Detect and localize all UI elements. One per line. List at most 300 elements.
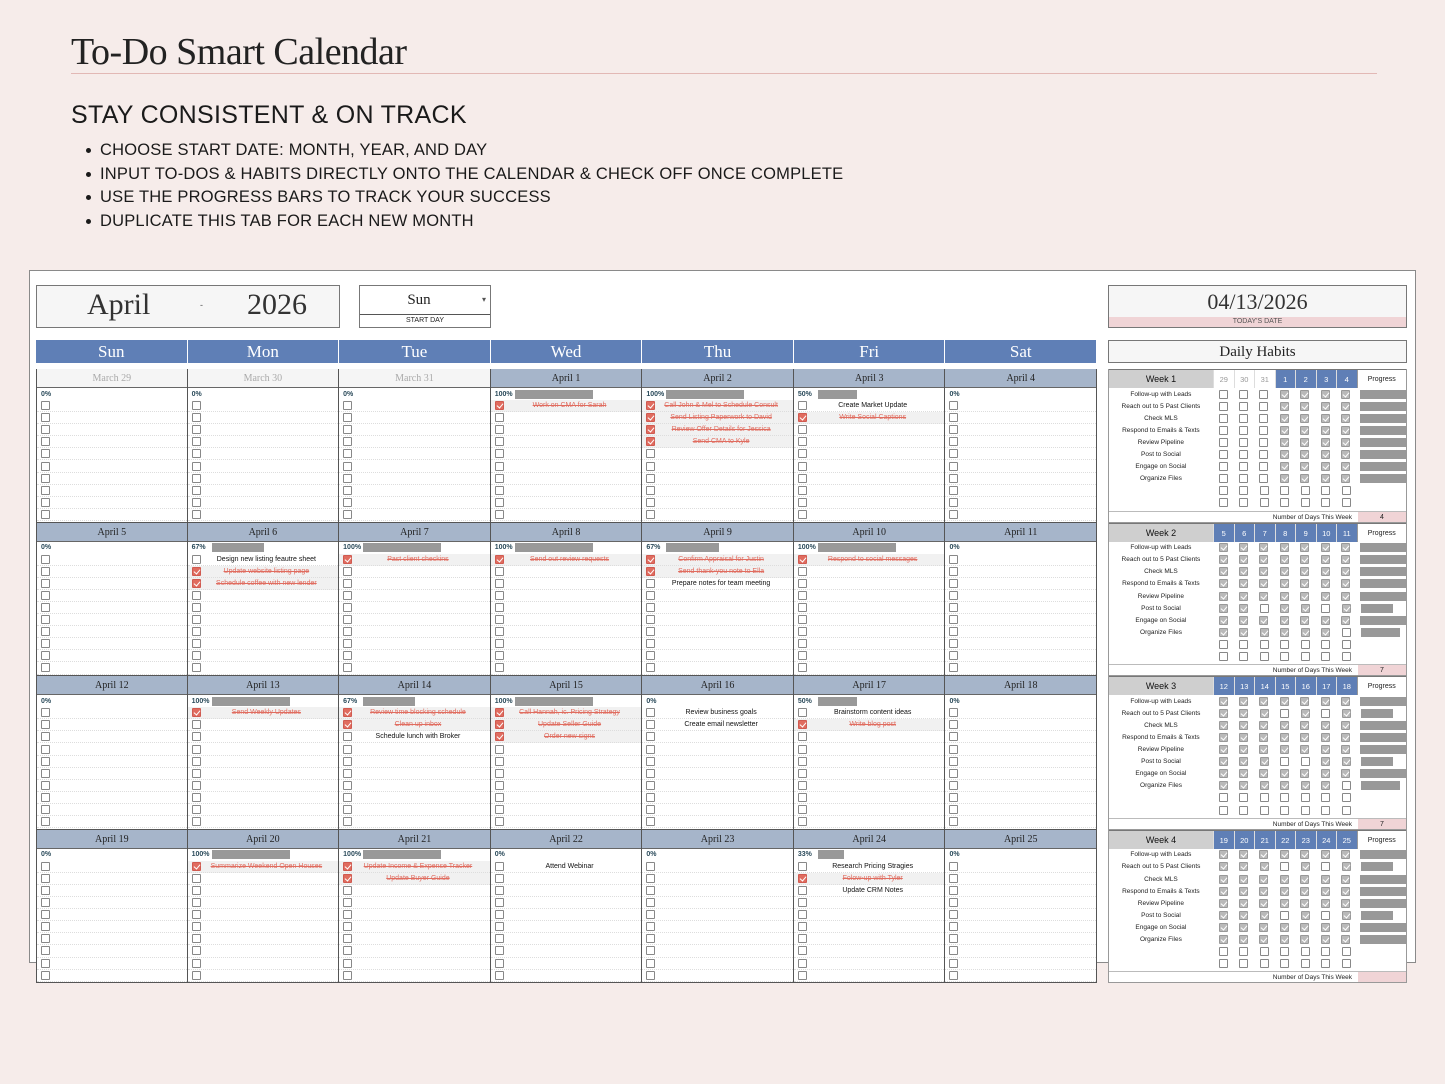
task-checkbox[interactable] (192, 555, 201, 564)
task-checkbox[interactable] (41, 449, 50, 458)
habit-checkbox[interactable] (1341, 616, 1350, 625)
habit-checkbox[interactable] (1280, 911, 1289, 920)
habit-checkbox[interactable] (1239, 850, 1248, 859)
habit-checkbox[interactable] (1321, 911, 1330, 920)
task-checkbox[interactable] (192, 579, 201, 588)
task-checkbox[interactable] (646, 474, 655, 483)
task-checkbox[interactable] (646, 603, 655, 612)
task-checkbox[interactable] (41, 757, 50, 766)
task-text[interactable]: Send CMA to Kyle (692, 438, 750, 446)
habit-checkbox[interactable] (1219, 402, 1228, 411)
habit-checkbox[interactable] (1239, 616, 1248, 625)
task-checkbox[interactable] (192, 886, 201, 895)
task-checkbox[interactable] (343, 946, 352, 955)
habit-checkbox[interactable] (1280, 745, 1289, 754)
habit-checkbox[interactable] (1239, 462, 1248, 471)
habit-checkbox[interactable] (1280, 402, 1289, 411)
year-value[interactable]: 2026 (247, 288, 307, 321)
task-checkbox[interactable] (646, 591, 655, 600)
habit-checkbox[interactable] (1259, 733, 1268, 742)
task-checkbox[interactable] (798, 591, 807, 600)
task-checkbox[interactable] (798, 510, 807, 519)
task-checkbox[interactable] (798, 567, 807, 576)
habit-checkbox[interactable] (1280, 875, 1289, 884)
task-checkbox[interactable] (798, 781, 807, 790)
task-text[interactable]: Work on CMA for Sarah (532, 402, 607, 410)
habit-checkbox[interactable] (1260, 757, 1269, 766)
task-checkbox[interactable] (343, 449, 352, 458)
task-checkbox[interactable] (949, 474, 958, 483)
habit-checkbox[interactable] (1300, 567, 1309, 576)
task-checkbox[interactable] (495, 510, 504, 519)
habit-checkbox[interactable] (1219, 709, 1228, 718)
habit-checkbox[interactable] (1321, 806, 1330, 815)
task-checkbox[interactable] (495, 591, 504, 600)
habit-checkbox[interactable] (1259, 923, 1268, 932)
task-text[interactable]: Review time blocking schedule (370, 709, 466, 717)
task-checkbox[interactable] (192, 462, 201, 471)
task-text[interactable]: Schedule lunch with Broker (375, 733, 461, 741)
task-checkbox[interactable] (41, 567, 50, 576)
task-checkbox[interactable] (192, 486, 201, 495)
task-text[interactable]: Call John & Mel to Schedule Consult (664, 402, 778, 410)
task-checkbox[interactable] (798, 651, 807, 660)
habit-checkbox[interactable] (1239, 426, 1248, 435)
task-checkbox[interactable] (495, 793, 504, 802)
habit-checkbox[interactable] (1321, 935, 1330, 944)
habit-checkbox[interactable] (1219, 579, 1228, 588)
task-checkbox[interactable] (495, 934, 504, 943)
task-checkbox[interactable] (495, 959, 504, 968)
habit-checkbox[interactable] (1260, 628, 1269, 637)
habit-checkbox[interactable] (1341, 733, 1350, 742)
task-checkbox[interactable] (343, 413, 352, 422)
task-checkbox[interactable] (646, 510, 655, 519)
habit-checkbox[interactable] (1301, 959, 1310, 968)
habit-checkbox[interactable] (1280, 498, 1289, 507)
task-checkbox[interactable] (646, 462, 655, 471)
task-checkbox[interactable] (949, 413, 958, 422)
habit-checkbox[interactable] (1300, 579, 1309, 588)
habit-checkbox[interactable] (1239, 390, 1248, 399)
task-checkbox[interactable] (192, 474, 201, 483)
task-checkbox[interactable] (192, 971, 201, 980)
habit-checkbox[interactable] (1219, 769, 1228, 778)
task-checkbox[interactable] (646, 639, 655, 648)
habit-checkbox[interactable] (1259, 697, 1268, 706)
task-checkbox[interactable] (495, 886, 504, 895)
task-checkbox[interactable] (646, 627, 655, 636)
task-checkbox[interactable] (949, 934, 958, 943)
task-checkbox[interactable] (949, 567, 958, 576)
habit-checkbox[interactable] (1300, 697, 1309, 706)
habit-checkbox[interactable] (1239, 875, 1248, 884)
habit-checkbox[interactable] (1239, 486, 1248, 495)
habit-checkbox[interactable] (1300, 875, 1309, 884)
habit-checkbox[interactable] (1219, 935, 1228, 944)
habit-checkbox[interactable] (1239, 709, 1248, 718)
habit-checkbox[interactable] (1300, 462, 1309, 471)
habit-checkbox[interactable] (1321, 555, 1330, 564)
task-checkbox[interactable] (495, 437, 504, 446)
habit-checkbox[interactable] (1219, 923, 1228, 932)
task-text[interactable]: Clean up inbox (394, 721, 442, 729)
task-checkbox[interactable] (343, 781, 352, 790)
habit-checkbox[interactable] (1239, 923, 1248, 932)
task-checkbox[interactable] (646, 720, 655, 729)
task-checkbox[interactable] (798, 757, 807, 766)
task-checkbox[interactable] (646, 401, 655, 410)
habit-checkbox[interactable] (1219, 543, 1228, 552)
habit-checkbox[interactable] (1219, 875, 1228, 884)
task-checkbox[interactable] (192, 910, 201, 919)
task-checkbox[interactable] (949, 769, 958, 778)
habit-checkbox[interactable] (1300, 592, 1309, 601)
task-checkbox[interactable] (343, 805, 352, 814)
task-checkbox[interactable] (798, 449, 807, 458)
habit-checkbox[interactable] (1342, 652, 1351, 661)
habit-checkbox[interactable] (1341, 850, 1350, 859)
task-checkbox[interactable] (343, 474, 352, 483)
task-checkbox[interactable] (41, 462, 50, 471)
task-checkbox[interactable] (798, 639, 807, 648)
habit-checkbox[interactable] (1219, 911, 1228, 920)
habit-checkbox[interactable] (1219, 498, 1228, 507)
task-checkbox[interactable] (192, 437, 201, 446)
task-checkbox[interactable] (41, 732, 50, 741)
habit-checkbox[interactable] (1321, 652, 1330, 661)
habit-checkbox[interactable] (1260, 486, 1269, 495)
task-checkbox[interactable] (798, 486, 807, 495)
task-text[interactable]: Past client checkins (387, 555, 449, 563)
habit-checkbox[interactable] (1341, 555, 1350, 564)
task-checkbox[interactable] (192, 591, 201, 600)
task-checkbox[interactable] (798, 401, 807, 410)
task-checkbox[interactable] (343, 615, 352, 624)
habit-checkbox[interactable] (1219, 474, 1228, 483)
habit-checkbox[interactable] (1321, 426, 1330, 435)
task-checkbox[interactable] (41, 946, 50, 955)
task-checkbox[interactable] (798, 817, 807, 826)
habit-checkbox[interactable] (1259, 450, 1268, 459)
task-checkbox[interactable] (495, 874, 504, 883)
task-checkbox[interactable] (798, 462, 807, 471)
task-checkbox[interactable] (41, 745, 50, 754)
task-text[interactable]: Confirm Appraisal for Justin (678, 555, 764, 563)
habit-checkbox[interactable] (1300, 450, 1309, 459)
task-checkbox[interactable] (949, 603, 958, 612)
task-text[interactable]: Create Market Update (838, 402, 908, 410)
task-checkbox[interactable] (495, 708, 504, 717)
habit-checkbox[interactable] (1259, 850, 1268, 859)
task-checkbox[interactable] (949, 462, 958, 471)
task-checkbox[interactable] (41, 793, 50, 802)
task-checkbox[interactable] (41, 579, 50, 588)
habit-checkbox[interactable] (1321, 438, 1330, 447)
task-text[interactable]: Send out review requests (530, 555, 610, 563)
task-checkbox[interactable] (41, 639, 50, 648)
task-text[interactable]: Summarize Weekend Open Houses (210, 862, 323, 870)
task-checkbox[interactable] (495, 579, 504, 588)
habit-checkbox[interactable] (1301, 628, 1310, 637)
task-checkbox[interactable] (798, 910, 807, 919)
habit-checkbox[interactable] (1239, 652, 1248, 661)
habit-checkbox[interactable] (1300, 390, 1309, 399)
habit-checkbox[interactable] (1300, 733, 1309, 742)
habit-checkbox[interactable] (1280, 887, 1289, 896)
task-checkbox[interactable] (798, 498, 807, 507)
habit-checkbox[interactable] (1321, 628, 1330, 637)
habit-checkbox[interactable] (1341, 438, 1350, 447)
habit-checkbox[interactable] (1259, 887, 1268, 896)
habit-checkbox[interactable] (1260, 640, 1269, 649)
task-checkbox[interactable] (343, 769, 352, 778)
task-checkbox[interactable] (646, 425, 655, 434)
task-checkbox[interactable] (949, 874, 958, 883)
habit-checkbox[interactable] (1321, 616, 1330, 625)
task-checkbox[interactable] (192, 639, 201, 648)
habit-checkbox[interactable] (1259, 414, 1268, 423)
habit-checkbox[interactable] (1280, 543, 1289, 552)
habit-checkbox[interactable] (1219, 462, 1228, 471)
task-checkbox[interactable] (646, 486, 655, 495)
habit-checkbox[interactable] (1259, 426, 1268, 435)
habit-checkbox[interactable] (1219, 887, 1228, 896)
task-checkbox[interactable] (949, 449, 958, 458)
habit-checkbox[interactable] (1321, 462, 1330, 471)
task-checkbox[interactable] (495, 603, 504, 612)
task-text[interactable]: Brainstorm content ideas (833, 709, 912, 717)
task-checkbox[interactable] (41, 886, 50, 895)
task-checkbox[interactable] (949, 720, 958, 729)
habit-checkbox[interactable] (1280, 709, 1289, 718)
habit-checkbox[interactable] (1219, 592, 1228, 601)
task-checkbox[interactable] (949, 615, 958, 624)
task-checkbox[interactable] (41, 817, 50, 826)
task-checkbox[interactable] (343, 579, 352, 588)
habit-checkbox[interactable] (1239, 781, 1248, 790)
habit-checkbox[interactable] (1321, 899, 1330, 908)
habit-checkbox[interactable] (1239, 555, 1248, 564)
task-checkbox[interactable] (41, 437, 50, 446)
habit-checkbox[interactable] (1321, 474, 1330, 483)
task-checkbox[interactable] (343, 959, 352, 968)
task-checkbox[interactable] (949, 425, 958, 434)
task-checkbox[interactable] (192, 401, 201, 410)
task-checkbox[interactable] (192, 720, 201, 729)
habit-checkbox[interactable] (1280, 721, 1289, 730)
habit-checkbox[interactable] (1280, 414, 1289, 423)
habit-checkbox[interactable] (1341, 402, 1350, 411)
task-checkbox[interactable] (798, 627, 807, 636)
task-checkbox[interactable] (646, 781, 655, 790)
task-checkbox[interactable] (949, 959, 958, 968)
habit-checkbox[interactable] (1280, 616, 1289, 625)
task-checkbox[interactable] (343, 603, 352, 612)
habit-checkbox[interactable] (1259, 462, 1268, 471)
task-checkbox[interactable] (41, 498, 50, 507)
task-checkbox[interactable] (343, 425, 352, 434)
task-checkbox[interactable] (646, 615, 655, 624)
habit-checkbox[interactable] (1260, 947, 1269, 956)
habit-checkbox[interactable] (1342, 959, 1351, 968)
task-checkbox[interactable] (343, 567, 352, 576)
task-text[interactable]: Prepare notes for team meeting (671, 579, 771, 587)
habit-checkbox[interactable] (1301, 781, 1310, 790)
habit-checkbox[interactable] (1321, 592, 1330, 601)
habit-checkbox[interactable] (1219, 555, 1228, 564)
habit-checkbox[interactable] (1239, 721, 1248, 730)
task-checkbox[interactable] (41, 781, 50, 790)
task-checkbox[interactable] (192, 663, 201, 672)
task-checkbox[interactable] (343, 898, 352, 907)
task-checkbox[interactable] (646, 922, 655, 931)
habit-checkbox[interactable] (1280, 899, 1289, 908)
habit-checkbox[interactable] (1321, 862, 1330, 871)
habit-checkbox[interactable] (1321, 721, 1330, 730)
task-checkbox[interactable] (949, 805, 958, 814)
habit-checkbox[interactable] (1300, 402, 1309, 411)
habit-checkbox[interactable] (1219, 438, 1228, 447)
habit-checkbox[interactable] (1321, 850, 1330, 859)
habit-checkbox[interactable] (1260, 862, 1269, 871)
task-checkbox[interactable] (646, 946, 655, 955)
habit-checkbox[interactable] (1239, 757, 1248, 766)
task-checkbox[interactable] (798, 946, 807, 955)
task-checkbox[interactable] (192, 874, 201, 883)
task-checkbox[interactable] (798, 708, 807, 717)
task-checkbox[interactable] (495, 615, 504, 624)
habit-checkbox[interactable] (1219, 616, 1228, 625)
task-checkbox[interactable] (192, 862, 201, 871)
task-checkbox[interactable] (798, 959, 807, 968)
task-checkbox[interactable] (41, 663, 50, 672)
habit-checkbox[interactable] (1259, 745, 1268, 754)
habit-checkbox[interactable] (1341, 745, 1350, 754)
habit-checkbox[interactable] (1341, 935, 1350, 944)
habit-checkbox[interactable] (1280, 947, 1289, 956)
task-text[interactable]: Update website listing page (223, 567, 310, 575)
task-checkbox[interactable] (343, 591, 352, 600)
habit-checkbox[interactable] (1280, 862, 1289, 871)
task-checkbox[interactable] (41, 627, 50, 636)
habit-checkbox[interactable] (1321, 567, 1330, 576)
habit-checkbox[interactable] (1280, 923, 1289, 932)
task-checkbox[interactable] (192, 757, 201, 766)
task-checkbox[interactable] (949, 732, 958, 741)
task-checkbox[interactable] (495, 486, 504, 495)
habit-checkbox[interactable] (1260, 498, 1269, 507)
task-text[interactable]: Send thank-you note to Ella (678, 567, 765, 575)
task-checkbox[interactable] (798, 971, 807, 980)
task-checkbox[interactable] (495, 567, 504, 576)
task-checkbox[interactable] (495, 474, 504, 483)
habit-checkbox[interactable] (1239, 567, 1248, 576)
task-checkbox[interactable] (495, 498, 504, 507)
habit-checkbox[interactable] (1239, 579, 1248, 588)
habit-checkbox[interactable] (1280, 579, 1289, 588)
task-checkbox[interactable] (343, 862, 352, 871)
task-checkbox[interactable] (646, 579, 655, 588)
habit-checkbox[interactable] (1300, 850, 1309, 859)
chevron-down-icon[interactable]: ▾ (481, 295, 486, 304)
habit-checkbox[interactable] (1259, 875, 1268, 884)
task-checkbox[interactable] (646, 793, 655, 802)
task-checkbox[interactable] (41, 555, 50, 564)
habit-checkbox[interactable] (1341, 414, 1350, 423)
habit-checkbox[interactable] (1219, 899, 1228, 908)
habit-checkbox[interactable] (1321, 745, 1330, 754)
task-checkbox[interactable] (798, 769, 807, 778)
habit-checkbox[interactable] (1219, 414, 1228, 423)
task-checkbox[interactable] (949, 922, 958, 931)
habit-checkbox[interactable] (1239, 697, 1248, 706)
task-checkbox[interactable] (192, 805, 201, 814)
task-checkbox[interactable] (949, 708, 958, 717)
task-checkbox[interactable] (192, 413, 201, 422)
task-checkbox[interactable] (192, 793, 201, 802)
task-checkbox[interactable] (495, 449, 504, 458)
task-checkbox[interactable] (949, 817, 958, 826)
task-checkbox[interactable] (41, 910, 50, 919)
task-checkbox[interactable] (41, 615, 50, 624)
task-checkbox[interactable] (798, 922, 807, 931)
habit-checkbox[interactable] (1259, 579, 1268, 588)
start-day-selector[interactable] (359, 285, 491, 328)
task-checkbox[interactable] (343, 757, 352, 766)
habit-checkbox[interactable] (1321, 697, 1330, 706)
habit-checkbox[interactable] (1321, 486, 1330, 495)
task-checkbox[interactable] (343, 874, 352, 883)
habit-checkbox[interactable] (1301, 604, 1310, 613)
task-checkbox[interactable] (798, 732, 807, 741)
task-checkbox[interactable] (343, 401, 352, 410)
task-checkbox[interactable] (798, 934, 807, 943)
habit-checkbox[interactable] (1321, 923, 1330, 932)
habit-checkbox[interactable] (1341, 887, 1350, 896)
habit-checkbox[interactable] (1280, 850, 1289, 859)
task-checkbox[interactable] (41, 651, 50, 660)
habit-checkbox[interactable] (1300, 935, 1309, 944)
habit-checkbox[interactable] (1301, 498, 1310, 507)
habit-checkbox[interactable] (1280, 769, 1289, 778)
habit-checkbox[interactable] (1219, 697, 1228, 706)
task-checkbox[interactable] (41, 805, 50, 814)
task-checkbox[interactable] (949, 555, 958, 564)
task-checkbox[interactable] (495, 651, 504, 660)
task-checkbox[interactable] (192, 898, 201, 907)
habit-checkbox[interactable] (1239, 745, 1248, 754)
task-checkbox[interactable] (495, 781, 504, 790)
task-checkbox[interactable] (495, 401, 504, 410)
task-checkbox[interactable] (343, 462, 352, 471)
habit-checkbox[interactable] (1239, 474, 1248, 483)
habit-checkbox[interactable] (1301, 486, 1310, 495)
task-checkbox[interactable] (798, 425, 807, 434)
habit-checkbox[interactable] (1219, 757, 1228, 766)
task-checkbox[interactable] (646, 413, 655, 422)
task-checkbox[interactable] (343, 498, 352, 507)
habit-checkbox[interactable] (1321, 579, 1330, 588)
task-checkbox[interactable] (41, 959, 50, 968)
task-checkbox[interactable] (646, 555, 655, 564)
habit-checkbox[interactable] (1219, 745, 1228, 754)
task-checkbox[interactable] (192, 934, 201, 943)
habit-checkbox[interactable] (1219, 781, 1228, 790)
task-checkbox[interactable] (949, 886, 958, 895)
habit-checkbox[interactable] (1280, 462, 1289, 471)
habit-checkbox[interactable] (1239, 862, 1248, 871)
